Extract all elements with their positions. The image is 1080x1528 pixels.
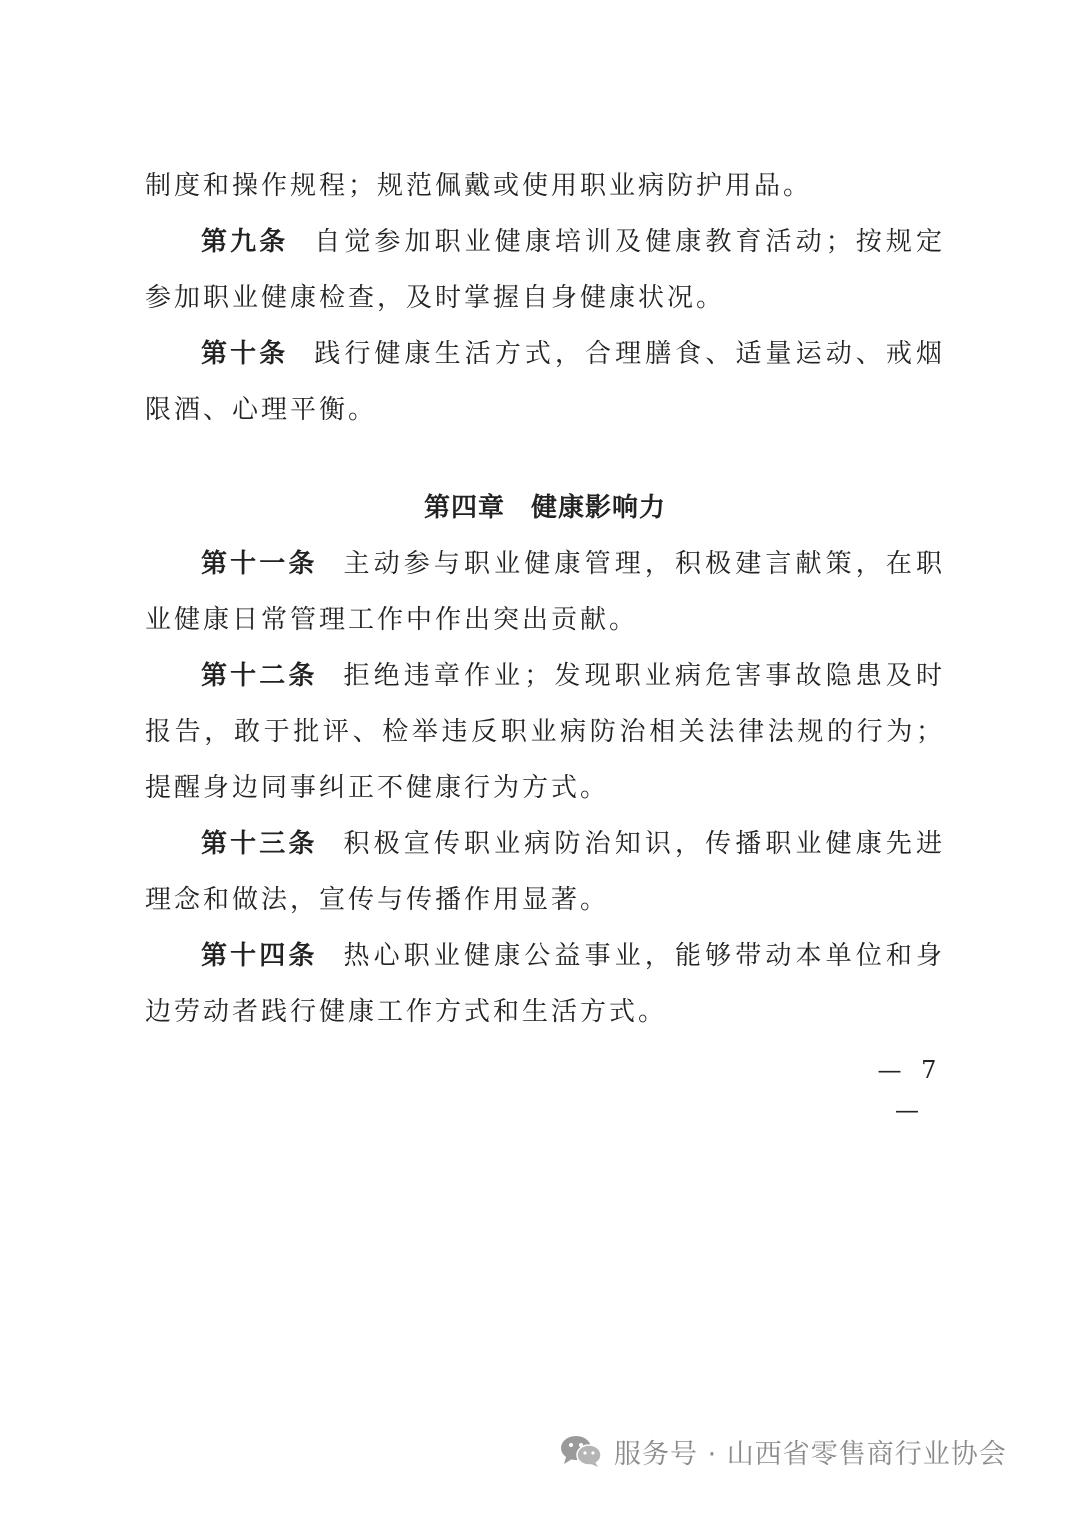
article-text: 主动参与职业健康管理，积极建言献策，在职业健康日常管理工作中作出突出贡献。 [145,549,945,635]
article-text: 热心职业健康公益事业，能够带动本单位和身边劳动者践行健康工作方式和生活方式。 [145,941,945,1027]
article-label: 第十四条 [201,941,318,971]
document-body [145,158,945,1040]
article-label: 第十一条 [201,549,318,579]
article-12 [145,648,945,816]
chapter-number: 第四章 [423,493,505,523]
continuation-paragraph: 制度和操作规程；规范佩戴或使用职业病防护用品。 [145,171,813,201]
article-9 [145,214,945,326]
article-label: 第十条 [201,339,289,369]
article-text: 践行健康生活方式，合理膳食、适量运动、戒烟限酒、心理平衡。 [145,339,945,425]
chapter-title: 健康影响力 [531,493,667,523]
page-number: — 7 — [877,1056,943,1124]
article-11 [145,536,945,648]
article-10 [145,326,945,438]
article-label: 第十三条 [201,829,318,859]
article-text: 拒绝违章作业；发现职业病危害事故隐患及时报告，敢于批评、检举违反职业病防治相关法律法规的行为；提醒身边同事纠正不健康行为方式。 [145,661,945,803]
chapter-heading [145,438,945,536]
article-label: 第十二条 [201,661,318,691]
article-label: 第九条 [201,227,289,257]
footer-text: 服务号 · 山西省零售商行业协会 [614,1438,1007,1470]
article-text: 自觉参加职业健康培训及健康教育活动；按规定参加职业健康检查，及时掌握自身健康状况。 [145,227,945,313]
article-14 [145,928,945,1040]
account-footer[interactable] [560,1428,1007,1474]
article-13 [145,816,945,928]
wechat-icon [560,1434,602,1468]
article-text: 积极宣传职业病防治知识，传播职业健康先进理念和做法，宣传与传播作用显著。 [145,829,945,915]
